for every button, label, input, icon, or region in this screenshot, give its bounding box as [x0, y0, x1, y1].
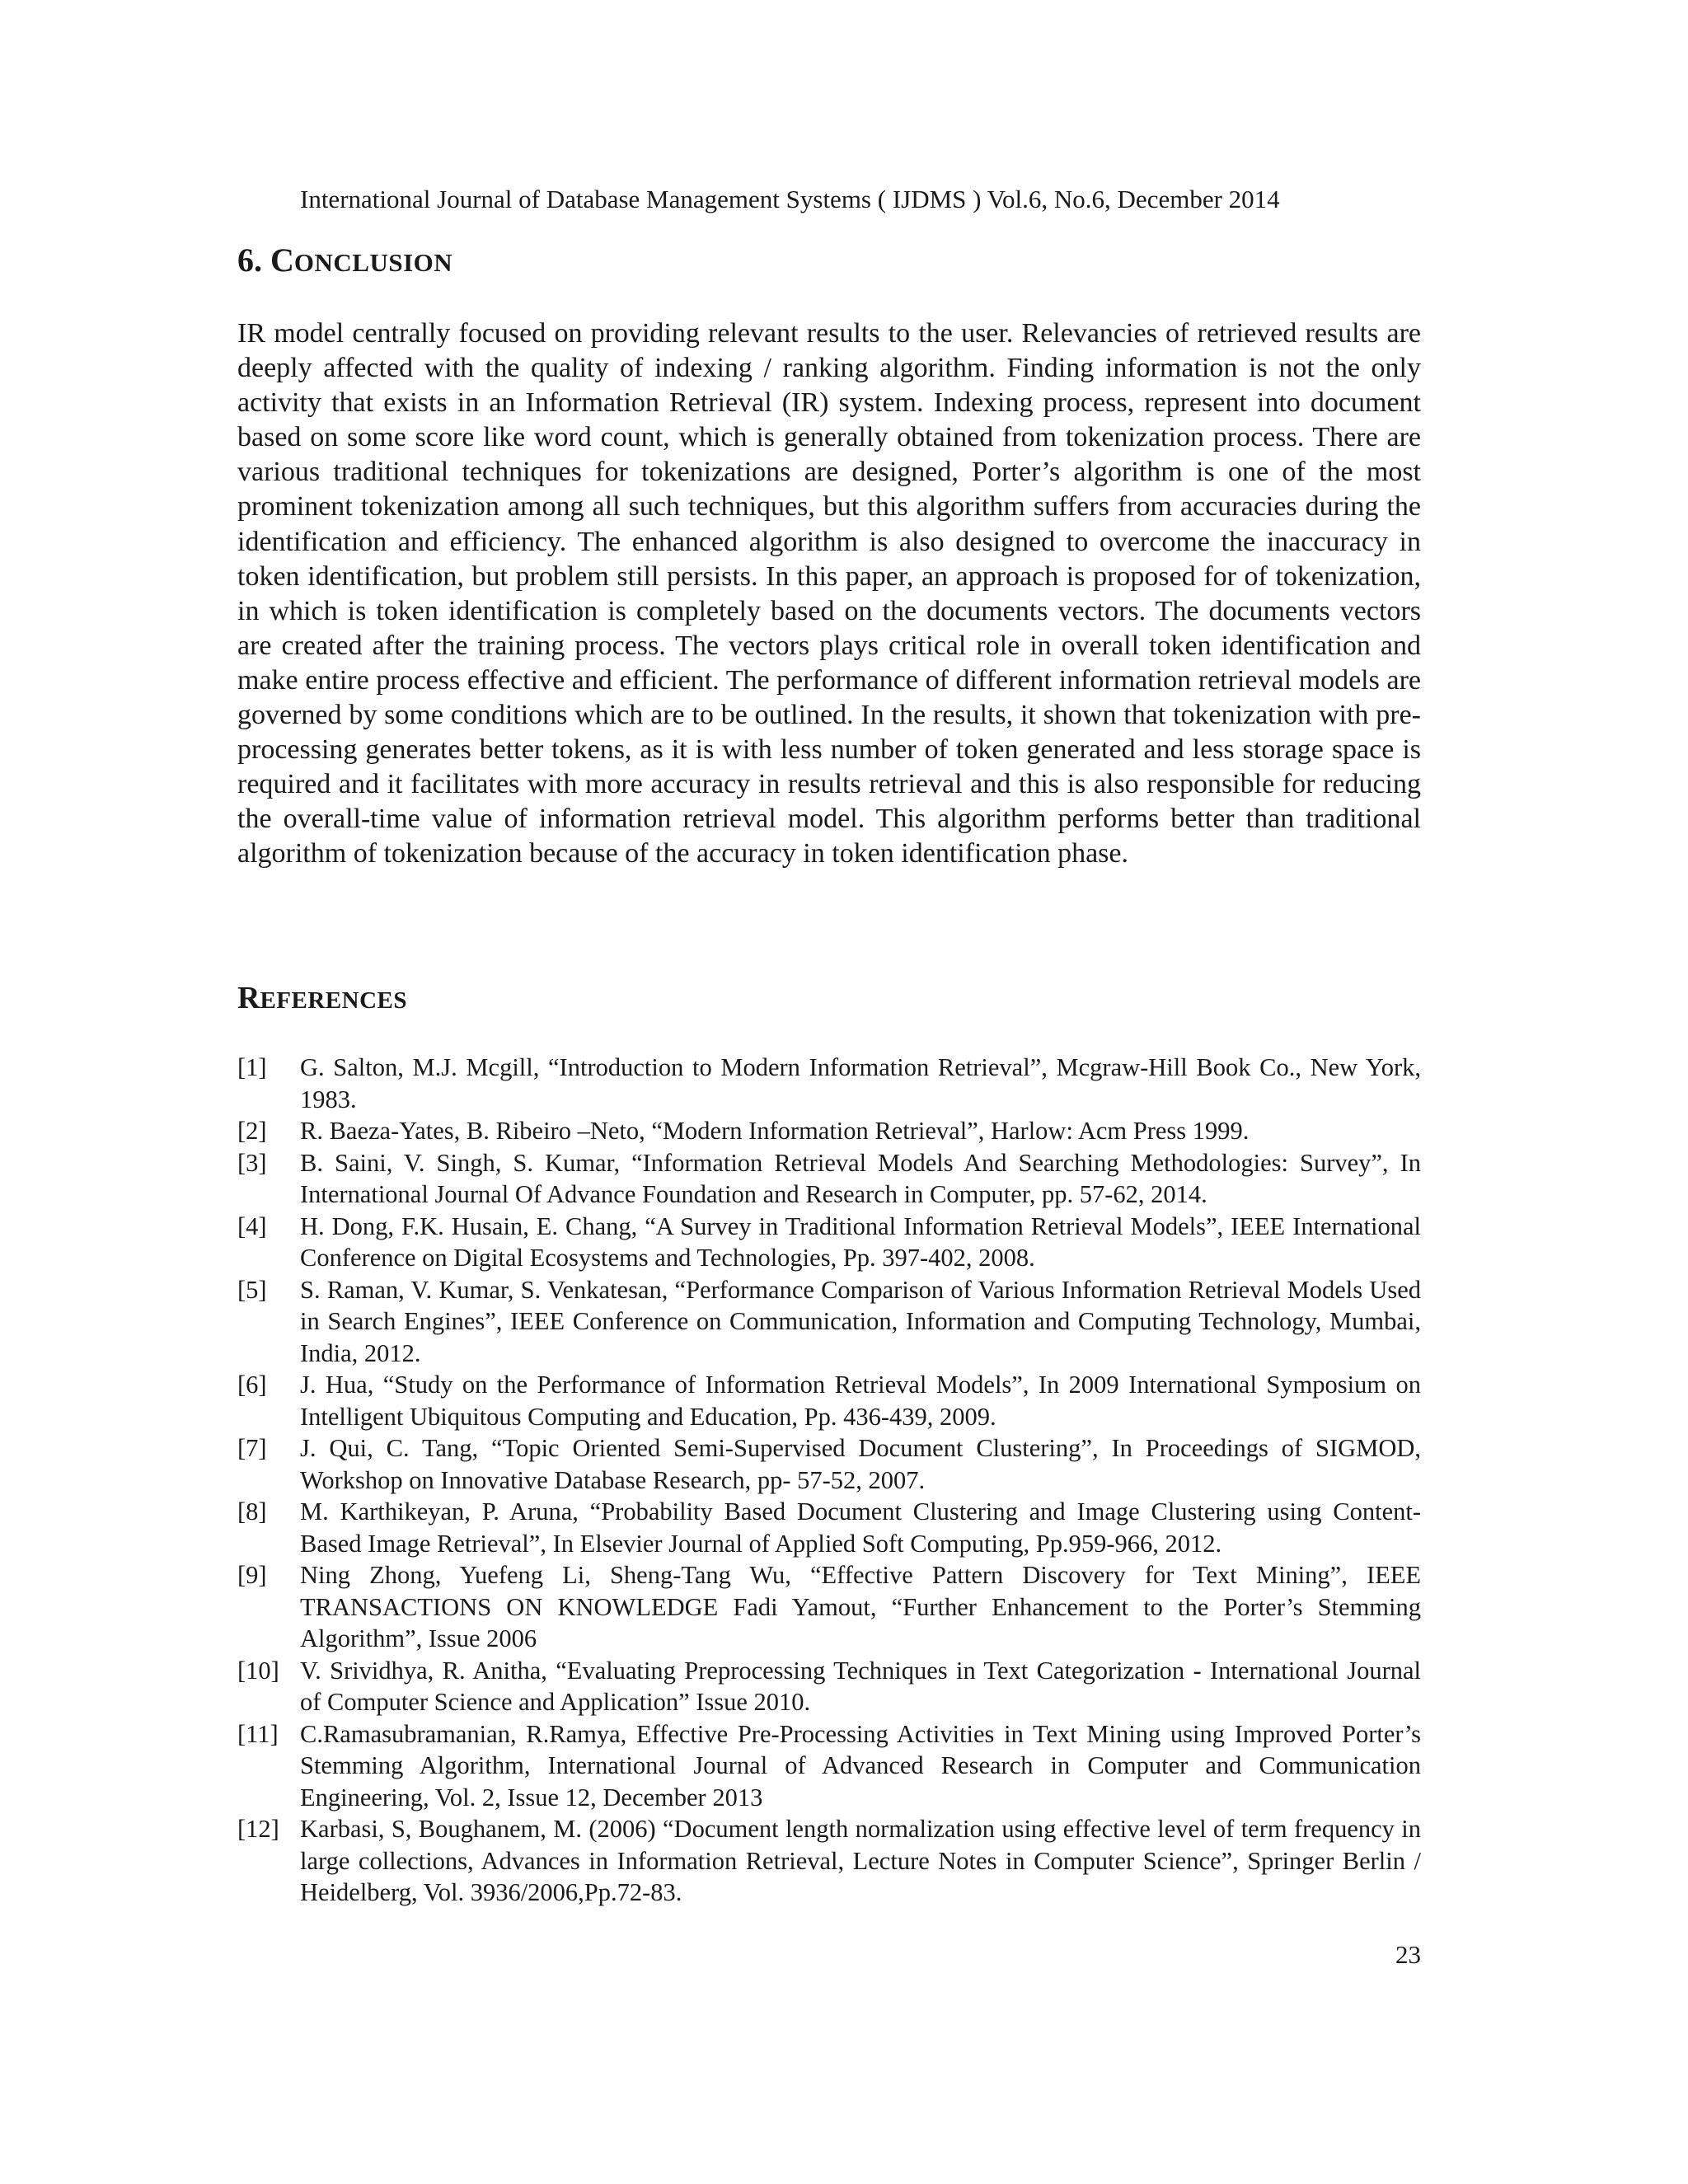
- reference-text: Ning Zhong, Yuefeng Li, Sheng-Tang Wu, “Effective Pattern Discovery for Text Mining”, IEEE TRANSACTIONS ON KNOWLEDGE Fadi Yamout, “Further Enhancement to the Porter’s Stemming Algorithm”, Issue 2006: [300, 1561, 1421, 1652]
- conclusion-paragraph: IR model centrally focused on providing relevant results to the user. Relevancies of retrieved results are deeply affected with the quality of indexing / ranking algorithm. Finding information is not the only activity that exists in an Information Retrieval (IR) system. Indexing process, represent into document based on some score like word count, which is generally obtained from tokenization process. There are various traditional techniques for tokenizations are designed, Porter’s algorithm is one of the most prominent tokenization among all such techniques, but this algorithm suffers from accuracies during the identification and efficiency. The enhanced algorithm is also designed to overcome the inaccuracy in token identification, but problem still persists. In this paper, an approach is proposed for of tokenization, in which is token identification is completely based on the documents vectors. The documents vectors are created after the training process. The vectors plays critical role in overall token identification and make entire process effective and efficient. The performance of different information retrieval models are governed by some conditions which are to be outlined. In the results, it shown that tokenization with pre-processing generates better tokens, as it is with less number of token generated and less storage space is required and it facilitates with more accuracy in results retrieval and this is also responsible for reducing the overall-time value of information retrieval model. This algorithm performs better than traditional algorithm of tokenization because of the accuracy in token identification phase.: [237, 318, 1421, 869]
- reference-number: [8]: [237, 1497, 267, 1526]
- references-heading-lead: R: [237, 981, 260, 1015]
- reference-item: [237, 1115, 1421, 1147]
- reference-number: [4]: [237, 1212, 267, 1240]
- references-list: [237, 1052, 1421, 1909]
- reference-number: [1]: [237, 1053, 267, 1081]
- section-heading-lead: 6. C: [237, 241, 294, 279]
- page-number: 23: [1395, 1940, 1421, 1969]
- reference-text: R. Baeza-Yates, B. Ribeiro –Neto, “Modern Information Retrieval”, Harlow: Acm Press 1999.: [300, 1117, 1250, 1145]
- reference-number: [12]: [237, 1815, 279, 1843]
- running-header: International Journal of Database Management Systems ( IJDMS ) Vol.6, No.6, December 2014: [300, 185, 1280, 213]
- reference-number: [5]: [237, 1275, 267, 1304]
- reference-item: [237, 1052, 1421, 1115]
- reference-text: B. Saini, V. Singh, S. Kumar, “Information Retrieval Models And Searching Methodologies: Survey”, In International Journal Of Advance Foundation and Research in Computer, pp. 57-62, 2014.: [300, 1148, 1421, 1208]
- section-heading-rest: ONCLUSION: [293, 248, 453, 277]
- reference-item: [237, 1718, 1421, 1814]
- reference-item: [237, 1655, 1421, 1718]
- reference-number: [6]: [237, 1371, 267, 1399]
- reference-text: S. Raman, V. Kumar, S. Venkatesan, “Performance Comparison of Various Information Retrieval Models Used in Search Engines”, IEEE Conference on Communication, Information and Computing Technology, Mumbai, India, 2012.: [300, 1275, 1421, 1367]
- reference-item: [237, 1496, 1421, 1559]
- section-heading-conclusion: [237, 241, 452, 283]
- references-heading: [237, 979, 407, 1019]
- reference-text: C.Ramasubramanian, R.Ramya, Effective Pre-Processing Activities in Text Mining using Improved Porter’s Stemming Algorithm, International Journal of Advanced Research in Computer and Communication Engineering, Vol. 2, Issue 12, December 2013: [300, 1719, 1421, 1811]
- reference-item: [237, 1147, 1421, 1211]
- reference-number: [3]: [237, 1148, 267, 1177]
- reference-item: [237, 1211, 1421, 1274]
- reference-text: J. Hua, “Study on the Performance of Information Retrieval Models”, In 2009 International Symposium on Intelligent Ubiquitous Computing and Education, Pp. 436-439, 2009.: [300, 1371, 1421, 1431]
- reference-number: [7]: [237, 1434, 267, 1462]
- reference-item: [237, 1274, 1421, 1370]
- reference-number: [10]: [237, 1656, 279, 1685]
- reference-item: [237, 1559, 1421, 1655]
- reference-number: [2]: [237, 1117, 267, 1145]
- reference-text: V. Srividhya, R. Anitha, “Evaluating Preprocessing Techniques in Text Categorization - International Journal of Computer Science and Application” Issue 2010.: [300, 1656, 1421, 1716]
- reference-item: [237, 1813, 1421, 1909]
- reference-item: [237, 1369, 1421, 1432]
- reference-number: [11]: [237, 1719, 279, 1748]
- references-heading-rest: EFERENCES: [260, 987, 407, 1014]
- reference-text: H. Dong, F.K. Husain, E. Chang, “A Survey in Traditional Information Retrieval Models”, IEEE International Conference on Digital Ecosystems and Technologies, Pp. 397-402, 2008.: [300, 1212, 1421, 1272]
- reference-text: Karbasi, S, Boughanem, M. (2006) “Document length normalization using effective level of term frequency in large collections, Advances in Information Retrieval, Lecture Notes in Computer Science”, Springer Berlin / Heidelberg, Vol. 3936/2006,Pp.72-83.: [300, 1815, 1421, 1906]
- reference-item: [237, 1432, 1421, 1496]
- reference-text: M. Karthikeyan, P. Aruna, “Probability Based Document Clustering and Image Clustering using Content-Based Image Retrieval”, In Elsevier Journal of Applied Soft Computing, Pp.959-966, 2012.: [300, 1497, 1421, 1558]
- reference-text: J. Qui, C. Tang, “Topic Oriented Semi-Supervised Document Clustering”, In Proceedings of SIGMOD, Workshop on Innovative Database Research, pp- 57-52, 2007.: [300, 1434, 1421, 1494]
- reference-text: G. Salton, M.J. Mcgill, “Introduction to Modern Information Retrieval”, Mcgraw-Hill Book Co., New York, 1983.: [300, 1053, 1421, 1113]
- reference-number: [9]: [237, 1561, 267, 1589]
